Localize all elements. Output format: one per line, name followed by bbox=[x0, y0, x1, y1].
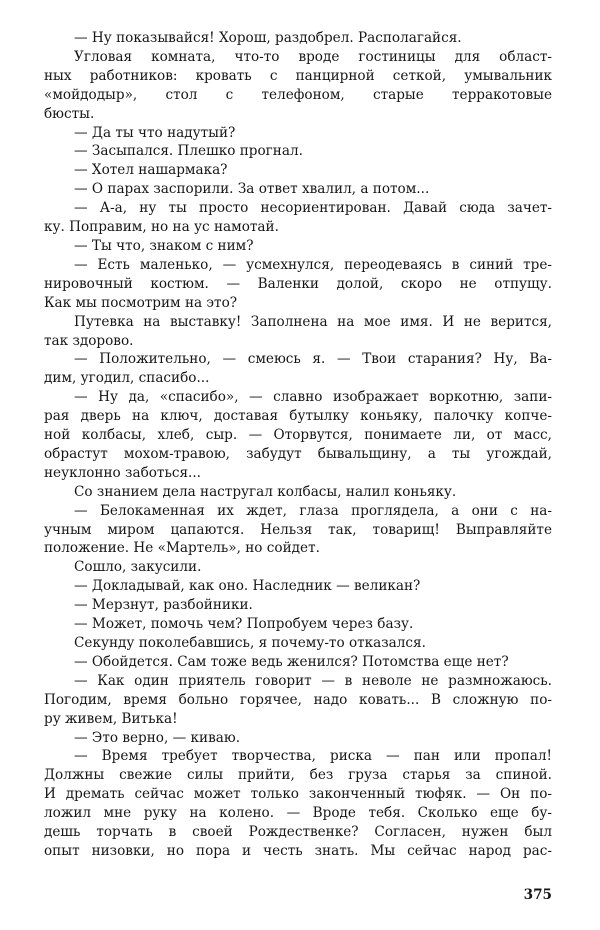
text-line: Угловая комната, что-то вроде гостиницы для област- bbox=[74, 48, 552, 65]
text-line: обрастут мохом-травою, забудут бывальщину, а ты угождай, bbox=[44, 445, 552, 462]
text-line: — Положительно, — смеюсь я. — Твои старания? Ну, Ва- bbox=[74, 351, 552, 368]
text-line: ложил мне руку на колено. — Вроде тебя. Сколько еще бу- bbox=[44, 805, 552, 822]
text-line: И дремать сейчас может только законченный тюфяк. — Он по- bbox=[44, 786, 552, 803]
text-line: дим, угодил, спасибо... bbox=[44, 370, 210, 387]
text-line: Секунду поколебавшись, я почему-то отказался. bbox=[74, 635, 426, 651]
text-line: — О парах заспорили. За ответ хвалил, а потом... bbox=[74, 181, 430, 198]
text-line: опыт низовки, но пора и честь знать. Мы сейчас народ рас- bbox=[44, 842, 552, 859]
text-line: ру живем, Витька! bbox=[44, 710, 178, 727]
text-line: положение. Не «Мартель», но сойдет. bbox=[44, 540, 320, 557]
text-line: — Ты что, знаком с ним? bbox=[74, 237, 254, 254]
text-line: ной колбасы, хлеб, сыр. — Оторвутся, понимаете ли, от масс, bbox=[44, 427, 552, 444]
text-line: так здорово. bbox=[44, 332, 134, 349]
text-line: Со знанием дела настругал колбасы, налил коньяку. bbox=[74, 483, 457, 500]
text-line: — Ну да, «спасибо», — славно изображает воркотню, запи- bbox=[74, 389, 552, 406]
text-line: — Это верно, — киваю. bbox=[74, 729, 241, 746]
text-line: рая дверь на ключ, доставая бутылку коньяку, палочку копче- bbox=[44, 408, 552, 425]
text-line: — Обойдется. Сам тоже ведь женился? Потомства еще нет? bbox=[74, 653, 509, 670]
text-line: Путевка на выставку! Заполнена на мое имя. И не верится, bbox=[74, 313, 552, 330]
text-line: дешь торчать в своей Рождественке? Согласен, нужен был bbox=[44, 824, 552, 841]
text-line: ных работников: кровать с панцирной сеткой, умывальник bbox=[44, 67, 552, 84]
text-line: — Хотел нашармака? bbox=[74, 162, 228, 179]
text-line: — Мерзнут, разбойники. bbox=[74, 597, 253, 614]
text-line: Должны свежие силы прийти, без груза старья за спиной. bbox=[44, 767, 552, 784]
page-text bbox=[44, 29, 552, 861]
text-line: — Ну показывайся! Хорош, раздобрел. Располагайся. bbox=[74, 30, 462, 46]
text-line: — Да ты что надутый? bbox=[74, 124, 236, 141]
text-line: нировочный костюм. — Валенки долой, скоро не отпущу. bbox=[44, 275, 552, 292]
text-line: Погодим, время больно горячее, надо ковать... В сложную по- bbox=[44, 691, 552, 708]
text-line: — Может, помочь чем? Попробуем через базу. bbox=[74, 616, 414, 633]
text-line: Как мы посмотрим на это? bbox=[44, 294, 238, 311]
text-line: — Есть маленько, — усмехнулся, переодеваясь в синий тре- bbox=[74, 256, 552, 273]
text-line: ку. Поправим, но на ус намотай. bbox=[44, 219, 279, 236]
text-line: — Как один приятель говорит — в неволе не размножаюсь. bbox=[74, 672, 552, 689]
page-number: 375 bbox=[523, 887, 552, 903]
text-line: Сошло, закусили. bbox=[74, 559, 202, 576]
text-line: — А-а, ну ты просто несориентирован. Давай сюда зачет- bbox=[74, 200, 552, 217]
text-line: — Белокаменная их ждет, глаза проглядела, а они с на- bbox=[74, 502, 552, 519]
text-line: неуклонно заботься... bbox=[44, 464, 202, 481]
text-line: «мойдодыр», стол с телефоном, старые терракотовые bbox=[44, 86, 552, 103]
text-line: бюсты. bbox=[44, 105, 95, 122]
text-line: — Время требует творчества, риска — пан или пропал! bbox=[74, 748, 552, 765]
text-line: учным миром цапаются. Нельзя так, товарищ! Выправляйте bbox=[44, 521, 552, 538]
text-line: — Засыпался. Плешко прогнал. bbox=[74, 143, 303, 160]
text-line: — Докладывай, как оно. Наследник — великан? bbox=[74, 578, 421, 595]
